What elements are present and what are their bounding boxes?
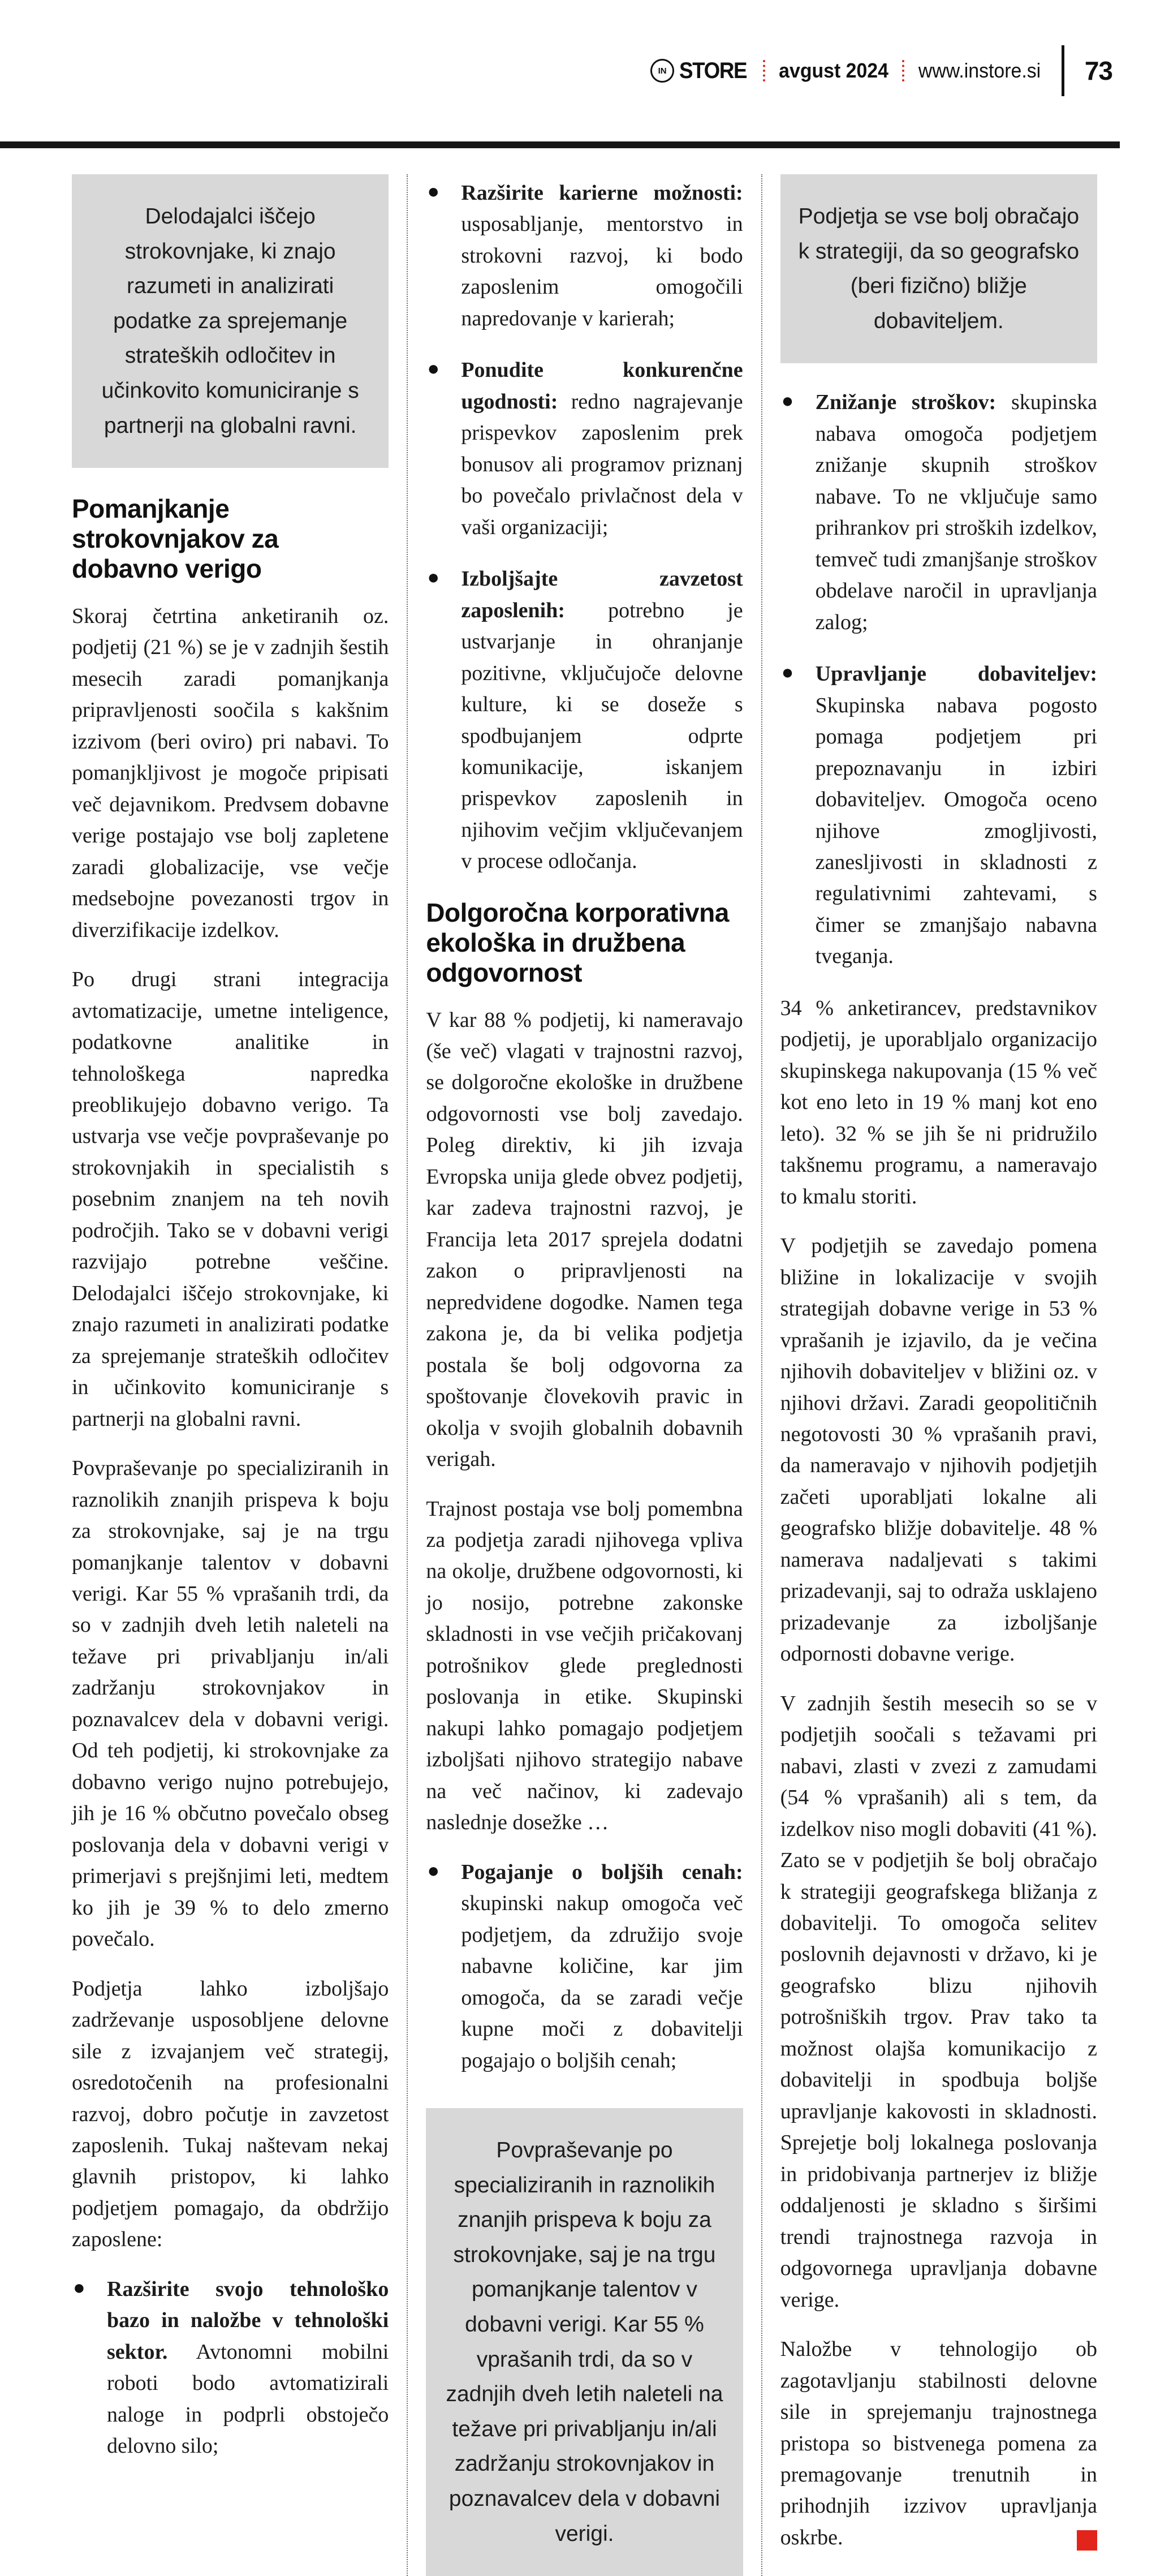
- red-dotted-separator-icon: [902, 60, 904, 81]
- article-body: [0, 148, 1169, 2576]
- bullet-icon: ●: [427, 357, 440, 380]
- list-item: [780, 387, 1097, 638]
- bullet-icon: ●: [73, 2276, 85, 2299]
- paragraph: [780, 2334, 1097, 2553]
- list-item-text: Skupinska nabava pogosto pomaga podjetjem pri prepoznavanju in izbiri dobaviteljev. Omogoča oceno njihove zmogljivosti, zanesljivosti in skladnosti z regulativnimi zahtevami, s čimer se zmanjšajo nabavna tveganja.: [815, 693, 1097, 969]
- paragraph: V zadnjih šestih mesecih so se v podjetjih soočali s težavami pri nabavi, zlasti v zvezi z zamudami (54 % vprašanih) ali s tem, da izdelkov niso mogli dobaviti (41 %). Zato se v podjetjih še bolj obračajo k strategiji geografskega bližanja z dobavitelji. To omogoča selitev poslovnih dejavnosti v državo, ki je geografsko blizu njihovih potrošniških trgov. Prav tako ta možnost olajša komunikacijo z dobavitelji in spodbuja boljše upravljanje kakovosti in skladnosti. Sprejetje bolj lokalnega poslovanja in pridobivanja partnerjev iz bližje oddaljenosti je skladno s širšimi trendi trajnostnega razvoja in odgovornega upravljanja dobavne verige.: [780, 1691, 1097, 2312]
- list-item-lead: Pogajanje o boljših cenah:: [461, 1860, 743, 1884]
- list-item-lead: Ponudite konkurenčne ugodnosti:: [461, 358, 743, 414]
- pull-quote-text: Povpraševanje po specializiranih in raznolikih znanjih prispeva k boju za strokovnjake, saj je na trgu pomanjkanje talentov v dobavni verigi. Kar 55 % vprašanih trdi, da so v zadnjih dveh letih naleteli na težave pri privabljanju in/ali zadržanju strokovnjakov in poznavalcev dela v dobavni verigi.: [446, 2138, 723, 2546]
- list-item-lead: Upravljanje dobaviteljev:: [815, 662, 1097, 686]
- paragraph-text: Naložbe v tehnologijo ob zagotavljanju stabilnosti delovne sile in sprejemanju trajnostnega pristopa so bistvenega pomena za premagovanje trenutnih in prihodnjih izzivov upravljanja oskrbe.: [780, 2337, 1097, 2549]
- page-number: 73: [1084, 56, 1112, 85]
- list-item-text: usposabljanje, mentorstvo in strokovni razvoj, ki bodo zaposlenim omogočili napredovanje v karierah;: [461, 212, 743, 330]
- list-item-lead: Izboljšajte zavzetost zaposlenih:: [461, 567, 743, 622]
- list-item-lead: Razširite karierne možnosti:: [461, 181, 743, 205]
- paragraph: Povpraševanje po specializiranih in raznolikih znanjih prispeva k boju za strokovnjake, saj je na trgu pomanjkanje talentov v dobavni verigi. Kar 55 % vprašanih trdi, da so v zadnjih dveh letih naleteli na težave pri privabljanju in/ali zadržanju strokovnjakov in poznavalcev dela v dobavni verigi. Od teh podjetij, ki strokovnjake za dobavno verigo nujno potrebujejo, jih je 16 % občutno povečalo obseg poslovanja dela v dobavni verigi v primerjavi s prejšnjimi leti, medtem ko jih je 39 % to delo zmerno povečalo.: [72, 1456, 389, 1951]
- bullet-icon: ●: [781, 389, 794, 412]
- paragraph: Po drugi strani integracija avtomatizacije, umetne inteligence, podatkovne analitike in tehnološkega napredka preoblikujejo dobavno verigo. Ta ustvarja vse večje povpraševanje po strokovnjakih in specialistih s posebnim znanjem na teh novih področjih. Tako se v dobavni verigi razvijajo potrebne veščine. Delodajalci iščejo strokovnjake, ki znajo razumeti in analizirati podatke za sprejemanje strateških odločitev in učinkovito komuniciranje s partnerji na globalni ravni.: [72, 967, 389, 1431]
- pull-quote-box: [426, 2108, 743, 2576]
- page-header: [0, 0, 1169, 141]
- bullet-list: [72, 2274, 389, 2462]
- instore-logo-wordmark: STORE: [679, 58, 747, 83]
- section-heading: Dolgoročna korporativna ekološka in družbena odgovornost: [426, 897, 729, 987]
- list-item-lead: Razširite svojo tehnološko bazo in naložbe v tehnološki sektor.: [107, 2277, 389, 2364]
- bullet-icon: ●: [781, 661, 794, 684]
- list-item: [780, 659, 1097, 973]
- paragraph: 34 % anketirancev, predstavnikov podjetij, je uporabljalo organizacijo skupinskega nakupovanja (15 % več kot eno leto in 19 % manj kot eno leto). 32 % se jih še ni pridružilo takšnemu programu, a nameravajo to kmalu storiti.: [780, 996, 1097, 1209]
- list-item-text: redno nagrajevanje prispevkov zaposlenim prek bonusov ali programov priznanj bo povečalo privlačnost dela v vaši organizaciji;: [461, 389, 743, 539]
- red-dotted-separator-icon: [763, 60, 765, 81]
- list-item: [426, 178, 743, 334]
- header-divider: [1062, 45, 1064, 96]
- list-item: [426, 564, 743, 878]
- list-item-text: skupinska nabava omogoča podjetjem znižanje skupnih stroškov nabave. To ne vključuje samo prihrankov pri stroških izdelkov, temveč tudi zmanjšanje stroškov obdelave naročil in upravljanja zalog;: [815, 390, 1097, 634]
- section-heading: Pomanjkanje strokovnjakov za dobavno verigo: [72, 494, 279, 584]
- instore-logo: [650, 58, 753, 84]
- list-item: [426, 1857, 743, 2076]
- pull-quote-box: [780, 174, 1097, 363]
- bullet-list: [426, 1857, 743, 2076]
- column-1: [72, 174, 407, 2576]
- bullet-list: [426, 178, 743, 878]
- list-item-lead: Znižanje stroškov:: [815, 390, 997, 415]
- header-meta: [650, 45, 1112, 96]
- instore-logo-in-icon: IN: [650, 59, 674, 83]
- list-item: [426, 355, 743, 543]
- bullet-icon: ●: [427, 1859, 440, 1882]
- paragraph: V podjetjih se zavedajo pomena bližine in lokalizacije v svojih strategijah dobavne verige in 53 % vprašanih je izjavilo, da je večina njihovih dobaviteljev v bližini oz. v njihovi državi. Zaradi geopolitičnih negotovosti 30 % vprašanih pravi, da nameravajo v njihovih podjetjih začeti uporabljati lokalne ali geografsko bližje dobavitelje. 48 % namerava nadaljevati s takimi prizadevanji, saj to odraža usklajeno prizadevanje za izboljšanje odpornosti dobavne verige.: [780, 1234, 1097, 1666]
- pull-quote-text: Podjetja se vse bolj obračajo k strategiji, da so geografsko (beri fizično) bližje dobaviteljem.: [798, 204, 1080, 333]
- top-rule: [0, 141, 1120, 148]
- paragraph: Trajnost postaja vse bolj pomembna za podjetja zaradi njihovega vpliva na okolje, družbene odgovornosti, ki jo nosijo, potrebne zakonske skladnosti in vse večjih pričakovanj potrošnikov glede preglednosti poslovanja in etike. Skupinski nakupi lahko pomagajo podjetjem izboljšati njihovo strategijo nabave na več načinov, ki zadevajo naslednje dosežke …: [426, 1496, 743, 1835]
- column-2: [407, 174, 761, 2576]
- list-item-text: skupinski nakup omogoča več podjetjem, da združijo svoje nabavne količine, kar jim omogoča, da se zaradi večje kupne moči z dobavitelji pogajajo o boljših cenah;: [461, 1891, 743, 2072]
- paragraph: V kar 88 % podjetij, ki nameravajo (še več) vlagati v trajnostni razvoj, se dolgoročne ekološke in družbene odgovornosti vse bolj zavedajo. Poleg direktiv, ki jih izvaja Evropska unija glede obvez podjetij, kar zadeva trajnostni razvoj, je Francija leta 2017 sprejela dodatni zakon o pripravljenosti na nepredvidene dogodke. Namen tega zakona je, da bi velika podjetja postala še bolj odgovorna za spoštovanje človekovih pravic in okolja v svojih globalnih dobavnih verigah.: [426, 1008, 743, 1472]
- bullet-icon: ●: [427, 180, 440, 203]
- pull-quote-box: [72, 174, 389, 468]
- website-url: www.instore.si: [918, 59, 1041, 82]
- bullet-icon: ●: [427, 566, 440, 589]
- article-end-marker-icon: [1077, 2530, 1097, 2551]
- bullet-list: [780, 387, 1097, 972]
- list-item: [72, 2274, 389, 2462]
- paragraph: Podjetja lahko izboljšajo zadrževanje usposobljene delovne sile z izvajanjem več strategij, osredotočenih na profesionalni razvoj, dobro počutje in zavzetost zaposlenih. Tukaj naštevam nekaj glavnih pristopov, ki lahko podjetjem pomagajo, da obdržijo zaposlene:: [72, 1976, 389, 2252]
- issue-date: avgust 2024: [778, 59, 888, 82]
- list-item-text: potrebno je ustvarjanje in ohranjanje pozitivne, vključujoče delovne kulture, ki se doseže s spodbujanjem odprte komunikacije, iskanjem prispevkov zaposlenih in njihovim večjim vključevanjem v procese odločanja.: [461, 598, 743, 874]
- paragraph: Skoraj četrtina anketiranih oz. podjetij (21 %) se je v zadnjih šestih mesecih zaradi pomanjkanja pripravljenosti soočila s kakšnim izzivom (beri oviro) pri nabavi. To pomanjkljivost je mogoče pripisati več dejavnikom. Predvsem dobavne verige postajajo vse bolj zapletene zaradi globalizacije, vse večje medsebojne povezanosti trgov in diverzifikacije izdelkov.: [72, 604, 389, 942]
- pull-quote-text: Delodajalci iščejo strokovnjake, ki znajo razumeti in analizirati podatke za sprejemanje strateških odločitev in učinkovito komuniciranje s partnerji na globalni ravni.: [101, 204, 359, 438]
- column-3: [761, 174, 1097, 2576]
- list-item-text: Avtonomni mobilni roboti bodo avtomatizirali naloge in podprli obstoječo delovno silo;: [107, 2340, 389, 2458]
